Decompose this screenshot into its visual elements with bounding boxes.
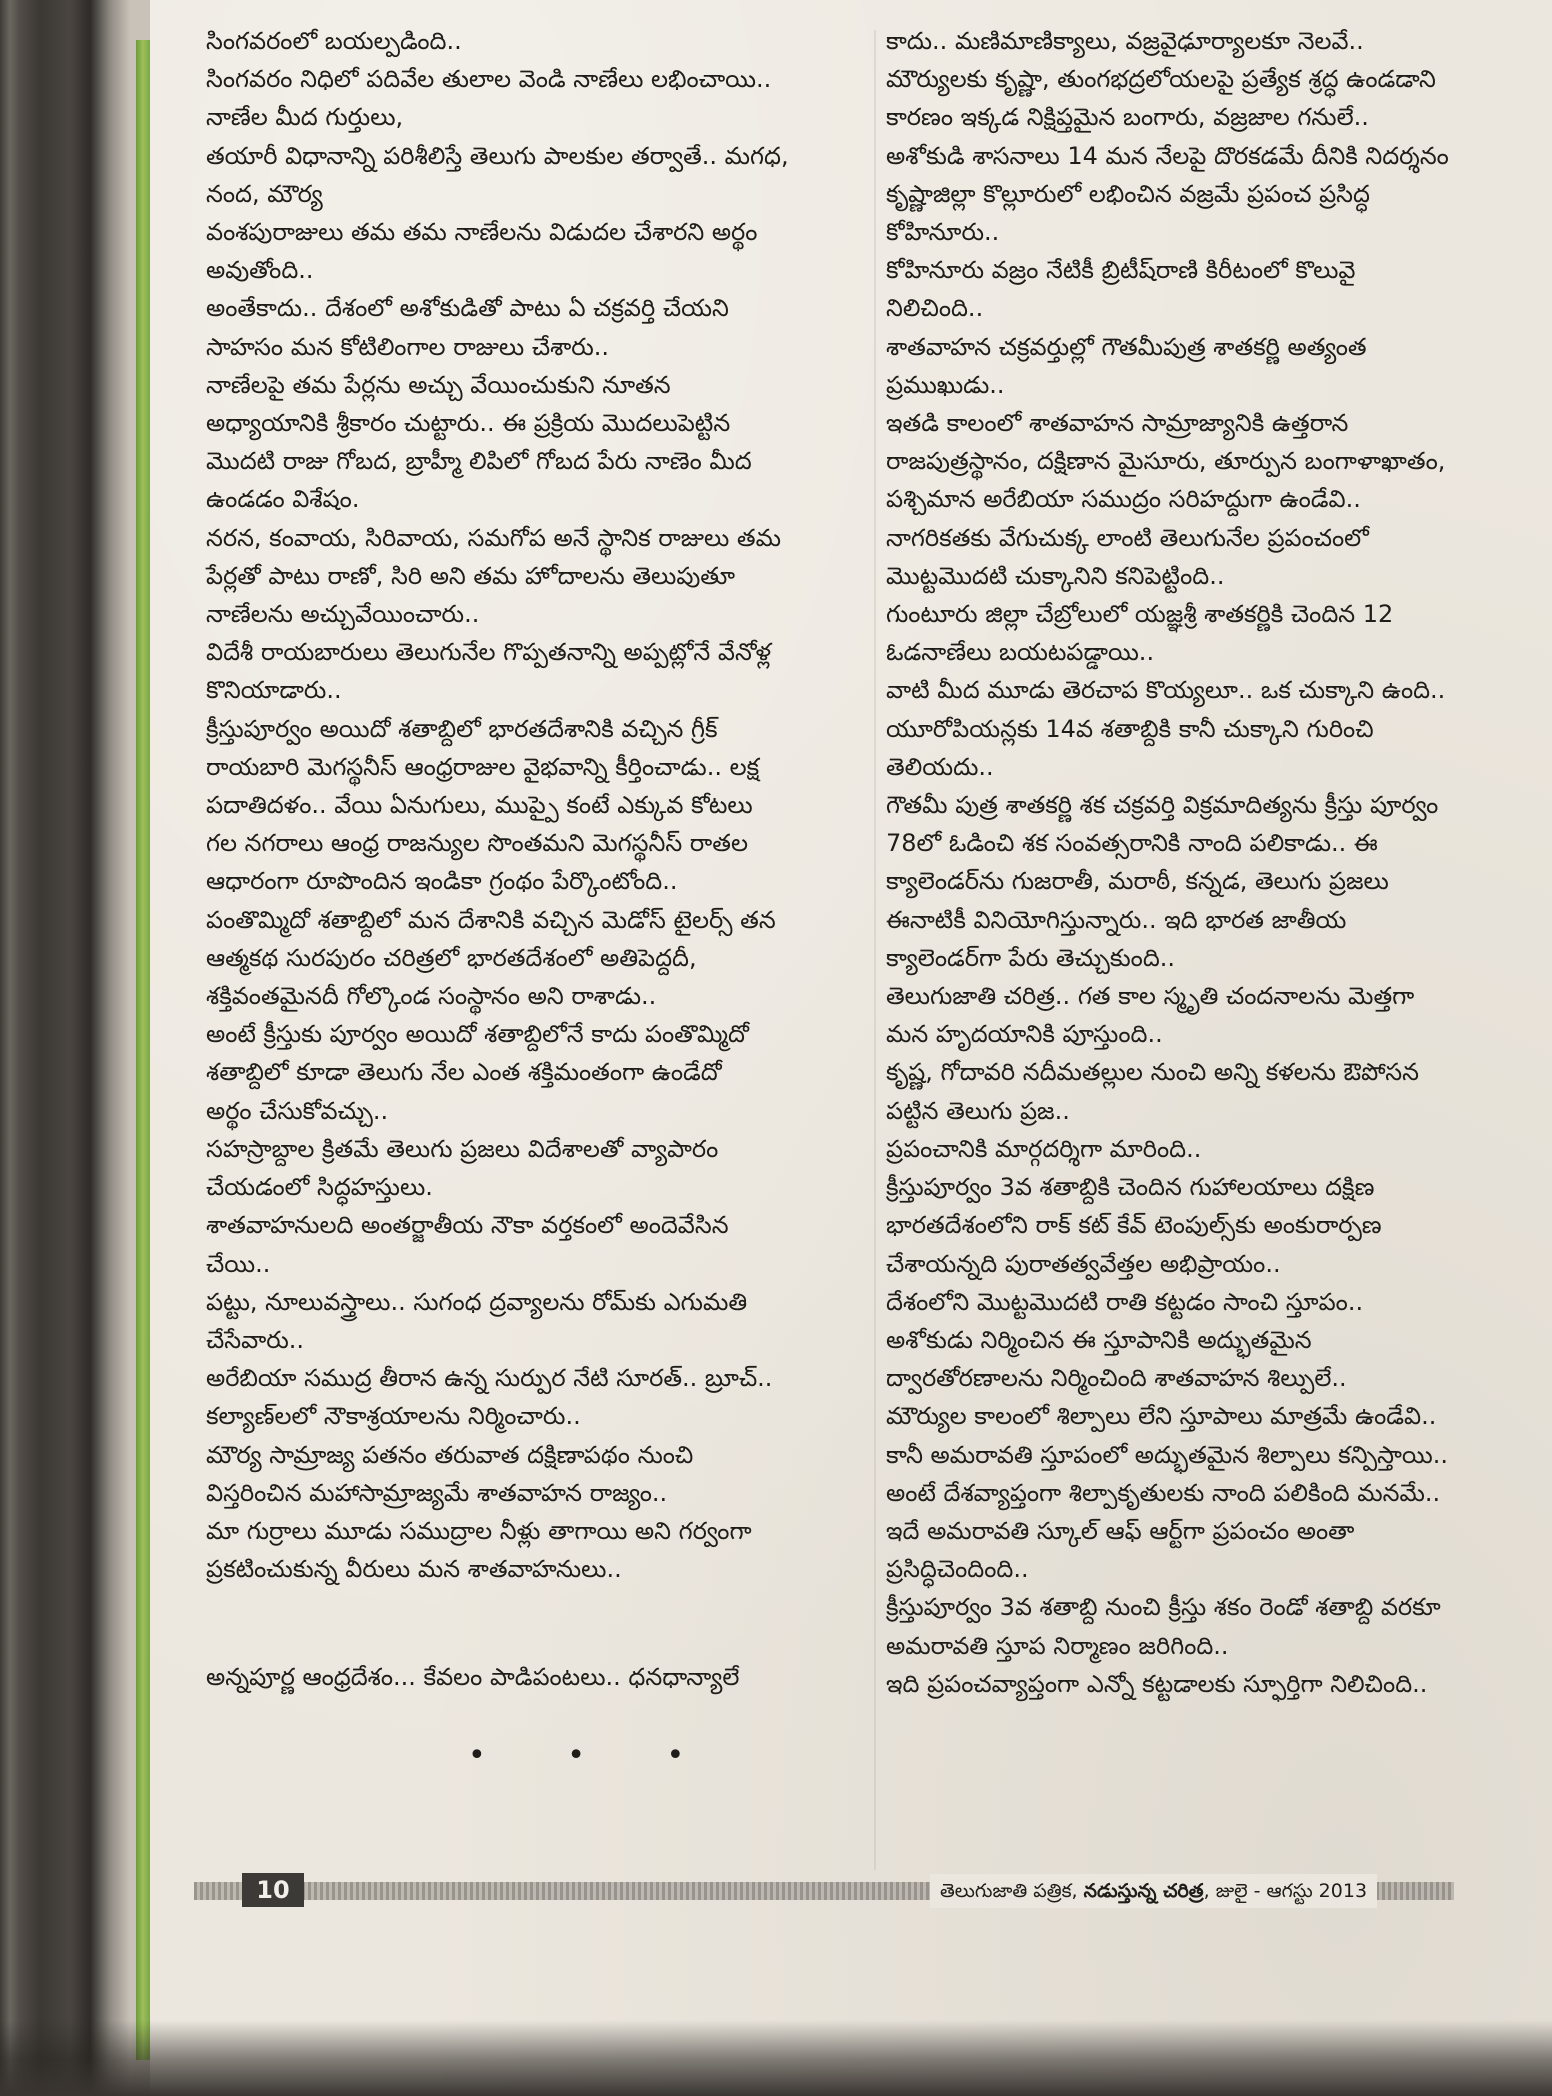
page-bottom-shadow: [0, 2020, 1552, 2096]
text-line: ప్రముఖుడు..: [886, 370, 1005, 399]
text-line: తయారీ విధానాన్ని పరిశీలిస్తే తెలుగు పాలకుల తర్వాతే.. మగధ,: [206, 141, 789, 170]
text-line: రాయబారి మెగస్థనీస్ ఆంధ్రరాజుల వైభవాన్ని కీర్తించాడు.. లక్ష: [206, 752, 760, 781]
text-line: గౌతమీ పుత్ర శాతకర్ణి శక చక్రవర్తి విక్రమాదిత్యను క్రీస్తు పూర్వం: [886, 791, 1439, 820]
text-line: భారతదేశంలోని రాక్ కట్ కేవ్ టెంపుల్స్‌కు అంకురార్పణ: [886, 1211, 1382, 1240]
text-line: కృష్ణాజిల్లా కొల్లూరులో లభించిన వజ్రమే ప్రపంచ ప్రసిద్ధ: [886, 179, 1370, 208]
text-line: 78లో ఓడించి శక సంవత్సరానికి నాంది పలికాడు.. ఈ: [886, 829, 1378, 858]
text-line: మన హృదయానికి పూస్తుంది..: [886, 1020, 1163, 1049]
text-line: తెలుగుజాతి చరిత్ర.. గత కాల స్మృతి చందనాలను మెత్తగా: [886, 982, 1415, 1011]
text-line: యూరోపియన్లకు 14వ శతాబ్దికి కానీ చుక్కాని గురించి: [886, 714, 1374, 743]
text-line: నాగరికతకు వేగుచుక్క లాంటి తెలుగునేల ప్రపంచంలో: [886, 523, 1369, 552]
text-line: ద్వారతోరణాలను నిర్మించింది శాతవాహన శిల్పులే..: [886, 1364, 1347, 1393]
text-line: మొదటి రాజు గోబద, బ్రాహ్మీ లిపిలో గోబద పేరు నాణెం మీద: [206, 447, 752, 476]
text-line: అశోకుడు నిర్మించిన ఈ స్తూపానికి అద్భుతమైన: [886, 1325, 1312, 1354]
text-line: నరన, కంవాయ, సిరివాయ, సమగోప అనే స్థానిక రాజులు తమ: [206, 523, 781, 552]
publication-date: , జులై - ఆగస్టు 2013: [1203, 1880, 1368, 1902]
text-line: చేయడంలో సిద్ధహస్తులు.: [206, 1173, 433, 1202]
text-line: కల్యాణ్‌లలో నౌకాశ్రయాలను నిర్మించారు..: [206, 1402, 581, 1431]
binding-edge: [136, 40, 150, 2060]
text-line: చేసేవారు..: [206, 1325, 305, 1354]
text-line: సింగవరం నిధిలో పదివేల తులాల వెండి నాణేలు లభించాయి..: [206, 65, 772, 94]
text-line: చేశాయన్నది పురాతత్వవేత్తల అభిప్రాయం..: [886, 1249, 1281, 1278]
left-column: [206, 22, 906, 1697]
text-line: పట్టిన తెలుగు ప్రజ..: [886, 1096, 1070, 1125]
publication-title: నడుస్తున్న చరిత్ర: [1083, 1880, 1204, 1902]
publication-prefix: తెలుగుజాతి పత్రిక,: [940, 1880, 1078, 1902]
text-line: మౌర్యులకు కృష్ణా, తుంగభద్రలోయలపై ప్రత్యేక శ్రద్ధ ఉండడాని: [886, 65, 1436, 94]
text-line: ప్రకటించుకున్న వీరులు మన శాతవాహనులు..: [206, 1555, 622, 1584]
text-line: కొనియాడారు..: [206, 676, 342, 705]
text-line: వంశపురాజులు తమ తమ నాణేలను విడుదల చేశారని అర్థం: [206, 218, 758, 247]
text-line: పేర్లతో పాటు రాణో, సిరి అని తమ హోదాలను తెలుపుతూ: [206, 561, 735, 590]
text-line: చేయి..: [206, 1249, 271, 1278]
text-line: అర్థం చేసుకోవచ్చు..: [206, 1096, 389, 1125]
text-line: గుంటూరు జిల్లా చేబ్రోలులో యజ్ఞశ్రీ శాతకర్ణికి చెందిన 12: [886, 600, 1394, 629]
text-line: ప్రసిద్ధిచెందింది..: [886, 1555, 1029, 1584]
text-line: రాజపుత్రస్థానం, దక్షిణాన మైసూరు, తూర్పున బంగాళాఖాతం,: [886, 447, 1446, 476]
text-line: ప్రపంచానికి మార్గదర్శిగా మారింది..: [886, 1134, 1202, 1163]
right-column: [886, 22, 1552, 1703]
text-line: దేశంలోని మొట్టమొదటి రాతి కట్టడం సాంచి స్తూపం..: [886, 1287, 1364, 1316]
text-line: వాటి మీద మూడు తెరచాప కొయ్యలూ.. ఒక చుక్కాని ఉంది..: [886, 676, 1446, 705]
text-line: శాతవాహన చక్రవర్తుల్లో గౌతమీపుత్ర శాతకర్ణి అత్యంత: [886, 332, 1367, 361]
text-line: క్యాలెండర్‌గా పేరు తెచ్చుకుంది..: [886, 943, 1176, 972]
text-line: మౌర్య సామ్రాజ్య పతనం తరువాత దక్షిణాపథం నుంచి: [206, 1440, 694, 1469]
text-line: ఇది ప్రపంచవ్యాప్తంగా ఎన్నో కట్టడాలకు స్ఫూర్తిగా నిలిచింది..: [886, 1669, 1428, 1698]
text-line: కాదు.. మణిమాణిక్యాలు, వజ్రవైఢూర్యాలకూ నెలవే..: [886, 27, 1364, 55]
text-line: అన్నపూర్ణ ఆంధ్రదేశం... కేవలం పాడిపంటలు.. ధనధాన్యాలే: [206, 1663, 740, 1692]
text-line: అధ్యాయానికి శ్రీకారం చుట్టారు.. ఈ ప్రక్రియ మొదలుపెట్టిన: [206, 409, 731, 438]
text-line: అశోకుడి శాసనాలు 14 మన నేలపై దొరకడమే దీనికి నిదర్శనం: [886, 141, 1449, 170]
text-line: అంతేకాదు.. దేశంలో అశోకుడితో పాటు ఏ చక్రవర్తి చేయని: [206, 294, 729, 323]
text-line: ఓడనాణేలు బయటపడ్డాయి..: [886, 638, 1155, 667]
text-line: నాణేల మీద గుర్తులు,: [206, 103, 404, 132]
text-line: అంటే దేశవ్యాప్తంగా శిల్పాకృతులకు నాంది పలికింది మనమే..: [886, 1478, 1441, 1507]
text-line: ఈనాటికీ వినియోగిస్తున్నారు.. ఇది భారత జాతీయ: [886, 905, 1347, 934]
text-line: ఇదే అమరావతి స్కూల్ ఆఫ్ ఆర్ట్‌గా ప్రపంచం అంతా: [886, 1516, 1355, 1545]
text-line: నాణేలను అచ్చువేయించారు..: [206, 600, 480, 629]
text-line: గల నగరాలు ఆంధ్ర రాజన్యుల సొంతమని మెగస్థనీస్ రాతల: [206, 829, 748, 858]
text-line: కానీ అమరావతి స్తూపంలో అద్భుతమైన శిల్పాలు కన్పిస్తాయి..: [886, 1440, 1449, 1469]
text-line: నిలిచింది..: [886, 294, 984, 323]
text-line: కోహినూరు..: [886, 218, 1000, 247]
text-line: ఆధారంగా రూపొందిన ఇండికా గ్రంథం పేర్కొంటోంది..: [206, 867, 678, 896]
text-line: పంతొమ్మిదో శతాబ్దిలో మన దేశానికి వచ్చిన మెడోస్ టైలర్స్ తన: [206, 905, 776, 934]
text-line: అవుతోంది..: [206, 256, 314, 285]
text-line: ఆత్మకథ సురపురం చరిత్రలో భారతదేశంలో అతిపెద్దదీ,: [206, 943, 697, 972]
text-line: సాహసం మన కోటిలింగాల రాజులు చేశారు..: [206, 332, 610, 361]
magazine-page: [150, 0, 1552, 2096]
text-line: నంద, మౌర్య: [206, 179, 323, 208]
text-line: నాణేలపై తమ పేర్లను అచ్చు వేయించుకుని నూతన: [206, 370, 671, 399]
text-line: అమరావతి స్తూప నిర్మాణం జరిగింది..: [886, 1631, 1229, 1660]
text-line: మా గుర్రాలు మూడు సముద్రాల నీళ్లు తాగాయి అని గర్వంగా: [206, 1516, 752, 1545]
text-line: తెలియదు..: [886, 752, 994, 781]
separator-space: [206, 1588, 906, 1658]
text-line: కారణం ఇక్కడ నిక్షిప్తమైన బంగారు, వజ్రజాల గనులే..: [886, 103, 1369, 132]
text-line: అంటే క్రీస్తుకు పూర్వం అయిదో శతాబ్దిలోనే కాదు పంతొమ్మిదో: [206, 1020, 749, 1049]
text-line: పదాతిదళం.. వేయి ఏనుగులు, ముప్పై కంటే ఎక్కువ కోటలు: [206, 791, 753, 820]
text-line: ఇతడి కాలంలో శాతవాహన సామ్రాజ్యానికి ఉత్తరాన: [886, 409, 1349, 438]
text-line: శక్తివంతమైనదీ గోల్కొండ సంస్థానం అని రాశాడు..: [206, 982, 657, 1011]
text-line: మౌర్యుల కాలంలో శిల్పాలు లేని స్తూపాలు మాత్రమే ఉండేవి..: [886, 1402, 1437, 1431]
text-line: కోహినూరు వజ్రం నేటికీ బ్రిటీష్‌రాణి కిరీటంలో కొలువై: [886, 256, 1356, 285]
text-line: సహస్రాబ్దాల క్రితమే తెలుగు ప్రజలు విదేశాలతో వ్యాపారం: [206, 1134, 719, 1163]
text-line: పట్టు, నూలువస్త్రాలు.. సుగంధ ద్రవ్యాలను రోమ్‌కు ఎగుమతి: [206, 1287, 748, 1316]
text-line: సింగవరంలో బయల్పడింది..: [206, 27, 462, 55]
text-line: విదేశీ రాయబారులు తెలుగునేల గొప్పతనాన్ని అప్పట్లోనే వేనోళ్ల: [206, 638, 772, 667]
text-line: శాతవాహనులది అంతర్జాతీయ నౌకా వర్తకంలో అందెవేసిన: [206, 1211, 729, 1240]
page-number: 10: [242, 1873, 304, 1907]
text-line: క్యాలెండర్‌ను గుజరాతీ, మరాఠీ, కన్నడ, తెలుగు ప్రజలు: [886, 867, 1389, 896]
text-line: క్రీస్తుపూర్వం 3వ శతాబ్దికి చెందిన గుహాలయాలు దక్షిణ: [886, 1173, 1375, 1202]
text-line: పశ్చిమాన అరేబియా సముద్రం సరిహద్దుగా ఉండేవి..: [886, 485, 1361, 514]
text-line: అరేబియా సముద్ర తీరాన ఉన్న సుర్పుర నేటి సూరత్.. బ్రూచ్..: [206, 1364, 773, 1393]
text-line: క్రీస్తుపూర్వం అయిదో శతాబ్దిలో భారతదేశానికి వచ్చిన గ్రీక్: [206, 714, 718, 743]
text-line: మొట్టమొదటి చుక్కానిని కనిపెట్టింది..: [886, 561, 1225, 590]
publication-footer: [930, 1874, 1377, 1908]
text-line: విస్తరించిన మహాసామ్రాజ్యమే శాతవాహన రాజ్యం..: [206, 1478, 668, 1507]
section-separator: • • •: [468, 1738, 721, 1773]
text-line: శతాబ్దిలో కూడా తెలుగు నేల ఎంత శక్తిమంతంగా ఉండేదో: [206, 1058, 722, 1087]
text-line: ఉండడం విశేషం.: [206, 485, 360, 514]
text-line: క్రీస్తుపూర్వం 3వ శతాబ్ది నుంచి క్రీస్తు శకం రెండో శతాబ్ది వరకూ: [886, 1593, 1441, 1622]
text-line: కృష్ణ, గోదావరి నదీమతల్లుల నుంచి అన్ని కళలను ఔపోసన: [886, 1058, 1419, 1087]
